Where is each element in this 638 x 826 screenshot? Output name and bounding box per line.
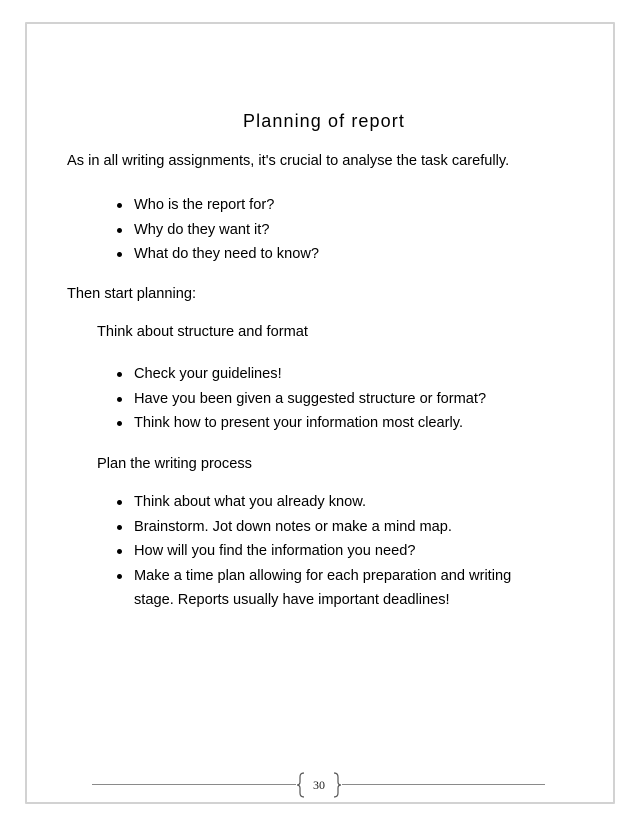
bullet-icon [117,525,122,530]
list-item-continuation: stage. Reports usually have important deadlines! [134,592,450,608]
list-item: Make a time plan allowing for each preparation and writing [117,564,511,589]
footer-rule-left [92,784,296,785]
question-list [117,193,319,267]
bullet-icon [117,421,122,426]
page-title: Planning of report [243,111,405,131]
page-number-bracket [296,772,342,798]
bullet-icon [117,228,122,233]
bullet-icon [117,203,122,208]
list-item: Think how to present your information most clearly. [117,411,486,436]
section-heading-structure: Think about structure and format [97,324,308,340]
process-list [117,490,511,613]
bullet-icon [117,574,122,579]
bullet-icon [117,252,122,257]
list-item: What do they need to know? [117,242,319,267]
list-item: Think about what you already know. [117,490,511,515]
list-item: Have you been given a suggested structure or format? [117,387,486,412]
section-heading-process: Plan the writing process [97,456,252,472]
bullet-icon [117,500,122,505]
page-number: 30 [313,778,325,792]
then-paragraph: Then start planning: [67,286,196,302]
bullet-icon [117,549,122,554]
list-item: Why do they want it? [117,218,319,243]
bullet-icon [117,397,122,402]
list-item: Who is the report for? [117,193,319,218]
bullet-icon [117,372,122,377]
structure-list [117,362,486,436]
footer-rule-right [342,784,545,785]
list-item: Brainstorm. Jot down notes or make a mind map. [117,515,511,540]
list-item: How will you find the information you need? [117,539,511,564]
intro-paragraph: As in all writing assignments, it's crucial to analyse the task carefully. [67,153,510,169]
list-item: Check your guidelines! [117,362,486,387]
